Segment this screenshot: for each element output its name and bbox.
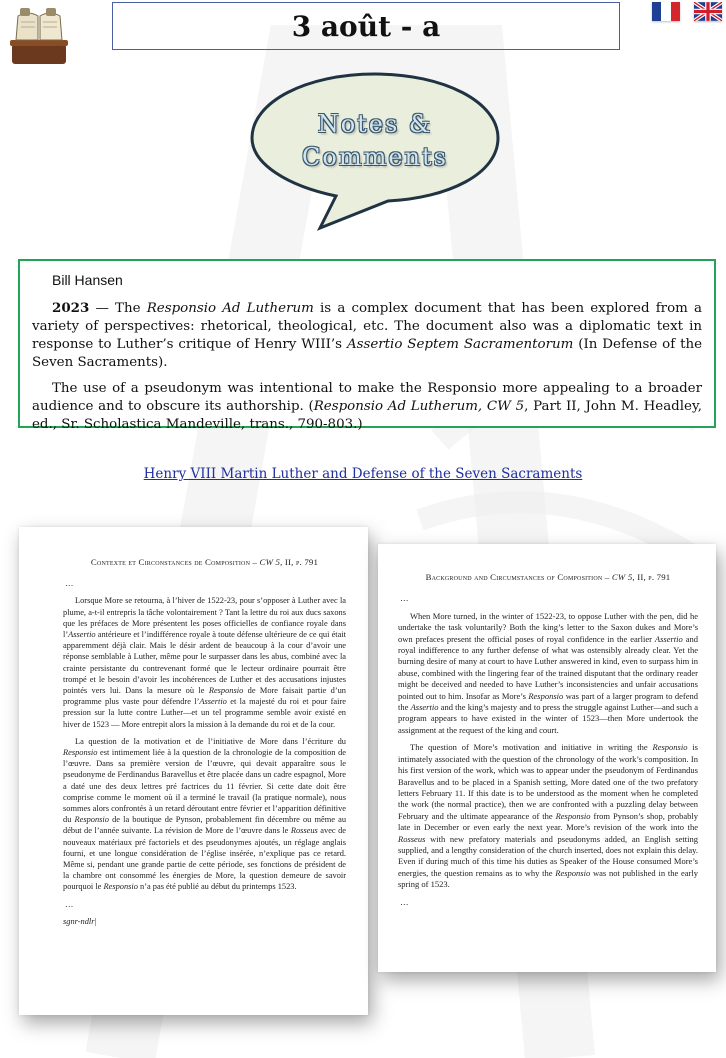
comment-citation-rest: , Part II, John M. Headley, ed., Sr. Scholastica Mandeville, trans., 790-803.) [32,399,702,432]
fr-p1-seg: de More faisait partie d’un programme plus vaste pour défendre l’ [63,686,346,707]
fr-end-dots: … [65,899,74,909]
fr-p1-seg: et la majesté du roi et pour faire pression sur la lutte contre Luther—et un tel programme semble avoir existé en hiver de 1523 — More entrepit alors la mission à la demande du roi et de la cour. [63,697,346,729]
comment-paragraph-1 [32,299,702,372]
fr-dots: … [65,579,74,589]
fr-signature: sgnr-ndlr| [63,916,97,926]
comment-work-title: Responsio Ad Lutherum [146,301,314,316]
comment-author-line [32,271,702,291]
en-end-dots: … [400,896,409,907]
fr-paragraph-1 [63,595,346,729]
fr-p2-seg: La question de la motivation et de l’initiative de More dans l’écriture du [75,736,346,746]
fr-heading-tail: , II, p. 791 [280,557,319,567]
en-p1-seg: Assertio [410,702,439,713]
fr-p1-seg: Assertio [68,630,96,640]
en-p2-seg: was not published in the early spring of 1523. [398,867,698,890]
fr-heading-ref: CW 5 [259,557,281,567]
en-p1-seg: Responsio [528,690,564,701]
fr-heading-text: Contexte et Circonstances de Composition – [90,557,260,567]
fr-p1-seg: Assertio [199,697,227,707]
fr-paragraph-2 [63,736,346,893]
fr-p2-seg: de la boutique de Pynson, probablement fin décembre ou même au début de l’année suivante. La révision de More de l’œuvre dans le [63,815,347,836]
comment-assertio-title: Assertio Septem Sacramentorum [346,337,574,352]
comment-text-2: (In Defense of the Seven Sacraments). [32,337,703,370]
en-dots: … [400,593,409,604]
notes-comments-label [252,108,498,174]
en-p1-seg: Assertio [654,633,683,644]
english-page-image [378,544,716,972]
french-page-image [19,527,368,1015]
en-p2-seg: The question of More’s motivation and initiative in writing the [410,742,653,753]
en-heading-tail: , II, p. 791 [632,572,671,582]
fr-p2-seg: avec de nouveaux matériaux pré factoriels et des pseudonymes ajoutés, un réglage anglais fourni, et une longue considération de l’église insérée, n’explique pas ce retard. Même si, pendant une grande partie de cette période, ses fonctions de président de la chambre ont consommé les énergies de More, la question demeure de savoir pourquoi le [63,826,346,892]
bubble-line-1: Notes & [317,110,433,138]
comment-box [18,259,716,432]
comment-para2-text: The use of a pseudonym was intentional to make the Responsio more appealing to a broader audience and to obscure its authorship. ( [32,381,702,414]
en-p1-seg: was part of a larger program to defend the [398,690,698,713]
fr-p1-seg: Lorsque More se retourna, à l’hiver de 1522-23, pour s’opposer à Luther avec la plume, a-t-il entrepris la tâche volontairement ? Tant la lettre du roi aux ducs saxons que les préfaces de More présentent les poses officielles de confiance royale dans l’ [63,596,346,640]
comment-text-1: is a complex document that has been explored from a variety of perspectives: rhetorical, theological, etc. The document also was a diplomatic text in response to Luther’s critique of Henry WIII’s [32,301,702,352]
en-p2-seg: with new prefatory materials and pseudonyms added, an English setting supplied, and a lengthy consideration of the church inserted, does not explain this delay. Even if during much of this time his duties as Speaker of the House consumed More’s energies, the question remains as to why the [398,833,698,878]
en-heading-text: Background and Circumstances of Composition – [425,572,612,582]
bubble-line-2: Comments [302,143,448,171]
comment-author: Bill Hansen [52,272,123,288]
uk-flag-icon[interactable] [694,2,722,21]
en-p2-seg: Responsio [555,867,591,878]
en-p2-seg: Rosseus [398,833,426,844]
fr-p1-seg: antérieure et l’indifférence royale à toute défense ultérieure de ce qui était apparemment déjà clair. Mais le désir ardent de beaucoup à la cour d’avoir une réponse semblable à Luther, même pour le surpasser dans les abus, combiné avec la crainte persistante du contrevenant formé que le lecteur ordinaire pourrait être trompé et le besoin d’avoir les incohérences de Luther et des accusations injustes pointés vers lui. Dans la mesure où le [63,630,346,696]
comment-dash: — The [89,301,147,316]
french-page-heading [63,557,346,568]
fr-p1-seg: Responsio [208,686,244,696]
en-paragraph-1 [398,611,698,736]
fr-p2-seg: Responsio [103,882,138,892]
en-p1-seg: When More turned, in the winter of 1522-23, to oppose Luther with the pen, did he undertake the task voluntarily? Both the king’s letter to the Saxon dukes and More’s own prefaces present the official poses of royal confidence in the earlier [398,610,698,644]
en-p1-seg: and royal indifference to any further defense of what was ostensibly already clear. Yet the burning desire of many at court to have Luther answered in kind, even to surpass him in abuse, combined with the lingering fear of the trained disputant that the ordinary reader might be deceived and needed to have Luther’s inconsistencies and unfair accusations pointed out to him. Insofar as More’s [398,633,698,701]
page-title: 3 août - a [112,2,620,50]
en-p2-seg: from Pynson’s shop, probably late in December or even early the next year. More’s revision of the work into the [398,810,698,833]
en-paragraph-2 [398,742,698,890]
en-p2-seg: Responsio [555,810,591,821]
fr-p2-seg: Responsio [74,815,109,825]
en-p2-seg: is intimately associated with the question of the chronology of the work’s composition. In his first version of the work, which was to appear under the pseudonym of Ferdinandus Baravellus and to be placed in a Spanish setting, More dated one of the two prefatory letters February 11. If this date is to be understood as the moment when he completed the work (the normal practice), then we are confronted with a puzzling delay between February and the ultimate appearance of the [398,742,698,821]
english-page-heading [398,572,698,583]
comment-citation-title: Responsio Ad Lutherum, CW 5 [313,399,525,414]
fr-p2-seg: n’a pas été publié au début du printemps 1523. [137,882,297,892]
henry-viii-link[interactable]: Henry VIII Martin Luther and Defense of the Seven Sacraments [143,466,583,482]
bookstand-logo-icon[interactable] [8,4,70,68]
comment-year: 2023 [52,300,90,316]
en-p1-seg: and the king’s majesty and to press the struggle against Luther—and such a program appears to have existed in the winter of 1523—then More undertook the assignment at the request of the king and court. [398,702,698,735]
fr-p2-seg: est intimement liée à la question de la chronologie de la composition de l’œuvre. Dans sa première version de l’œuvre, qui devait apparaître sous le pseudonyme de Ferdinandus Baravellus et être placée dans un cadre espagnol, More a daté une des deux lettres pré factrices du 11 février. Si cette date doit être comprise comme le moment où il a terminé le travail (la pratique normale), nous sommes alors confrontés à un retard déroutant entre février et l’apparition définitive du [63,748,346,825]
comment-paragraph-2 [32,380,702,434]
en-heading-ref: CW 5 [611,572,633,582]
fr-p2-seg: Rosseus [290,826,318,836]
en-p2-seg: Responsio [652,742,688,753]
fr-p2-seg: Responsio [63,748,98,758]
french-flag-icon[interactable] [652,2,680,21]
